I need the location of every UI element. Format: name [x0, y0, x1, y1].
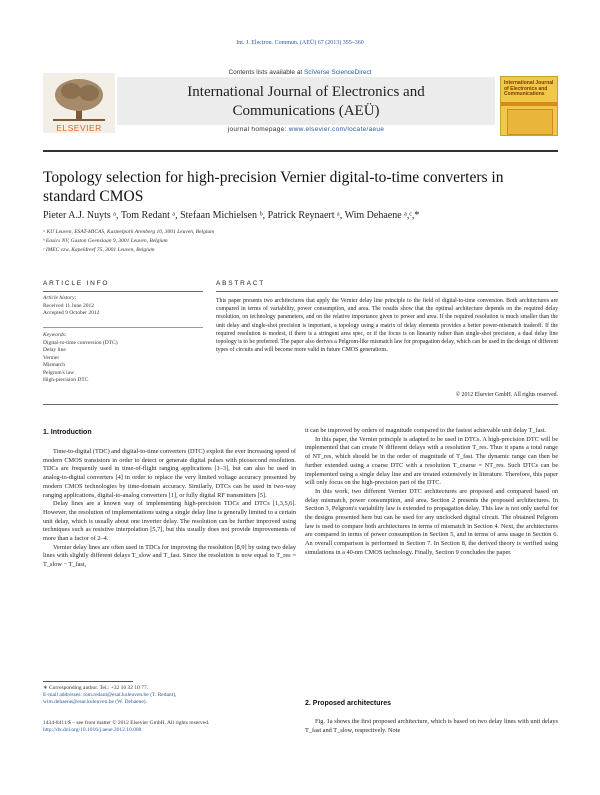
proposed-text — [305, 718, 558, 735]
abstract-rule — [216, 291, 558, 292]
left-column-text — [43, 448, 296, 570]
homepage-link[interactable]: www.elsevier.com/locate/aeue — [288, 126, 385, 133]
keyword-item: Pelgrom's law — [43, 369, 75, 376]
abstract-copyright: © 2012 Elsevier GmbH. All rights reserved. — [455, 392, 558, 398]
sciencedirect-link[interactable]: SciVerse ScienceDirect — [303, 69, 372, 76]
right-paragraph-3: In this work, two different Vernier DTC architectures are proposed and compared based on delay mismatch, power consumption, and area. Section 2 presents the proposed architectures. In Section 3, Pelgrom's variability law is extended to propagation delay. This law is not only useful for the designs presented here but can be used for any unclocked digital circuit. The obtained Pelgrom law is used to compare both architectures in terms of mismatch in Section 4. Next, the architectures are compared in terms of power consumption in Section 5, and in terms of area usage in Section 6. An overall comparison is performed in Section 7. In Section 8, the derived theory is verified using simulations in a 40-nm CMOS technology. Finally, Section 9 concludes the paper. — [305, 487, 558, 556]
front-matter — [43, 720, 296, 734]
footnote-rule — [43, 681, 133, 682]
cover-bar — [501, 102, 558, 106]
keyword-item: High-precision DTC — [43, 377, 89, 383]
elsevier-wordmark: ELSEVIER — [56, 123, 102, 133]
received-date: Received 11 June 2012 — [43, 302, 94, 309]
footnotes — [43, 685, 296, 706]
article-title — [43, 168, 558, 206]
intro-paragraph-2: Delay lines are a known way of implementing high-precision TDCs and DTCs [1,3,5,6]. However, the resolution of implementations using a single delay line is generally limited to a certain unit delay, which is usually about one inverter delay. The resolution can be further improved using techniques such as resistive interpolation [5,7], but this usually does not provide improvements of more than a factor of 2–4. — [43, 500, 296, 543]
article-title-line1: Topology selection for high-precision Vernier digital-to-time converters in — [43, 169, 504, 186]
article-history — [43, 295, 203, 318]
journal-homepage — [117, 126, 495, 133]
journal-title-line2: Communications (AEÜ) — [232, 103, 380, 119]
affiliation-c: ᶜ IMEC vzw, Kapeldreef 75, 3001 Leuven, Belgium — [43, 247, 155, 253]
email-addresses-2[interactable]: wim.dehaene@esat.kuleuven.be (W. Dehaene). — [43, 699, 147, 705]
journal-title-line1: International Journal of Electronics and — [187, 84, 425, 100]
right-paragraph-2: In this paper, the Vernier principle is adapted to be used in DTCs. A high-precision DTC will be implemented that can create N different delays with a resolution T_res. Thus it spans a total range of NT_res, which should be in the order of magnitude of T_fast. The dynamic range can then be further extended using a coarse DTC with a resolution T_coarse = NT_res. Such DTCs can be implemented using a single delay line and are treated extensively in literature. Therefore, this paper will only focus on the high-precision part of the DTC. — [305, 435, 558, 487]
cover-image — [507, 109, 553, 135]
header-rule — [43, 150, 558, 152]
issn-line: 1434-8411/$ – see front matter © 2012 Elsevier GmbH. All rights reserved. — [43, 720, 210, 726]
keyword-item: Delay line — [43, 347, 66, 353]
journal-cover-thumbnail — [500, 76, 558, 136]
article-info-rule — [43, 291, 203, 292]
history-label: Article history: — [43, 295, 77, 301]
email-addresses-1[interactable]: E-mail addresses: tom.redant@esat.kuleuven.be (T. Redant), — [43, 692, 177, 698]
abstract-text: This paper presents two architectures that apply the Vernier delay line principle to the field of digital-to-time conversion. Both architectures are compared in terms of variability, power consumption, and area. The results show that the optimal architecture depends on the required delay resolution, on technology parameters, and on the relative importance given to power and area. If the required resolution is much smaller than the unit delay and single-shot precision is important, a topology using a matrix of delay elements provides a better power-mismatch tradeoff. If the required resolution is modest, if there is a stringent area spec, or if the focus is on linearity rather than single-shot precision, a dual delay line topology is to be preferred. The paper also derives a Pelgrom-like mismatch law for propagation delay, which can be used in the design of different types of circuits and will become more valid in future CMOS generations. — [216, 298, 558, 354]
doi-link[interactable]: http://dx.doi.org/10.1016/j.aeue.2012.10.008 — [43, 727, 142, 733]
section-heading-introduction: 1. Introduction — [43, 429, 92, 436]
right-column-text — [305, 427, 558, 558]
article-info-heading: ARTICLE INFO — [43, 280, 110, 287]
intro-paragraph-3: Vernier delay lines are often used in TDCs for improving the resolution [8,9] by using two delay lines with slightly different delays T_slow and T_fast. Since the resolution is now equal to T_res = T_slow − T_fast, — [43, 543, 296, 569]
section-heading-proposed-architectures: 2. Proposed architectures — [305, 700, 391, 707]
journal-title — [117, 83, 495, 121]
author-list: Pieter A.J. Nuyts ᵃ, Tom Redant ᵃ, Stefaan Michielsen ᵇ, Patrick Reynaert ᵃ, Wim Dehaene ᵃ,ᶜ,* — [43, 210, 420, 221]
proposed-paragraph-1: Fig. 1a shows the first proposed architecture, which is based on two delay lines with unit delays T_fast and T_slow, respectively. Note — [305, 718, 558, 734]
keyword-item: Vernier — [43, 354, 60, 361]
right-paragraph-1: it can be improved by orders of magnitude compared to the fastest achievable unit delay T_fast. — [305, 427, 547, 434]
article-title-line2: standard CMOS — [43, 188, 144, 205]
keywords-label: Keywords: — [43, 332, 67, 338]
keyword-item: Mismatch — [43, 362, 65, 368]
keywords-rule — [43, 327, 203, 328]
homepage-prefix: journal homepage: — [227, 126, 289, 133]
intro-paragraph-1: Time-to-digital (TDC) and digital-to-time converters (DTC) exploit the ever increasing speed of modern CMOS transistors in order to detect or generate digital pulses with picosecond resolution. TDCs are frequently used in time-of-flight ranging applications [1–3], but can also be used in analog-to-digital converters [4] in order to replace the very limited voltage accuracy presented by modern CMOS technologies by time-domain accuracy. Similarly, DTCs can be used in two-way ranging applications, digital-to-analog converters [1], or fully digital RF transmitters [5]. — [43, 448, 296, 499]
abstract-bottom-rule — [43, 404, 558, 405]
contents-prefix: Contents lists available at — [228, 69, 304, 76]
affiliation-b: ᵇ Easics NV, Gaston Geenslaan 9, 3001 Leuven, Belgium — [43, 238, 168, 244]
abstract-heading: ABSTRACT — [216, 280, 266, 287]
keyword-item: Digital-to-time conversion (DTC) — [43, 339, 118, 346]
journal-citation[interactable]: Int. J. Electron. Commun. (AEÜ) 67 (2013) 355–360 — [236, 40, 364, 46]
corresponding-author: ∗ Corresponding author. Tel.: +32 16 32 10 77. — [43, 685, 149, 691]
affiliation-a: ᵃ KU Leuven, ESAT-MICAS, Kasteelpark Arenberg 10, 3001 Leuven, Belgium — [43, 229, 215, 235]
keywords-block — [43, 332, 203, 385]
accepted-date: Accepted 9 October 2012 — [43, 310, 100, 316]
cover-title: International Journal of Electronics and Communications — [504, 80, 554, 97]
